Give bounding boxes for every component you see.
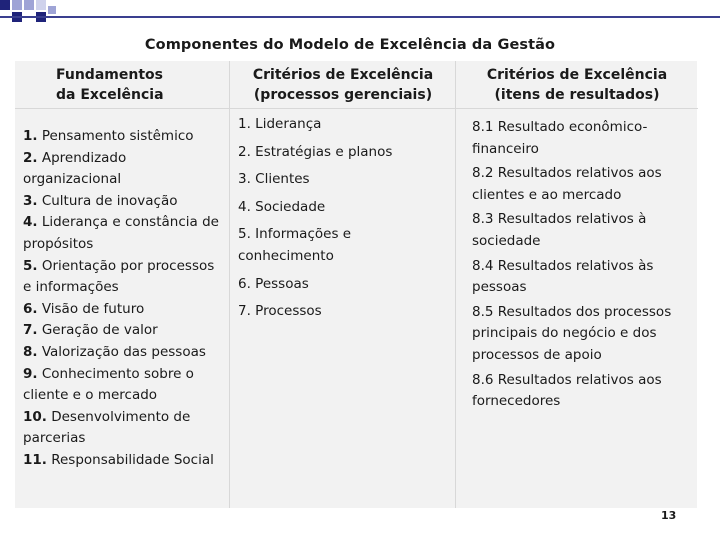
item-number: 11.	[23, 451, 47, 468]
resultado-item: 8.5 Resultados dos processos principais do negócio e dos processos de apoio	[472, 303, 672, 363]
item-number: 6.	[23, 300, 38, 317]
fundamento-item	[23, 256, 225, 299]
item-text: Desenvolvimento de parcerias	[23, 408, 191, 447]
fundamento-item	[23, 407, 225, 450]
column-header	[230, 61, 456, 109]
item-text: Geração de valor	[41, 322, 158, 339]
criterio-item: 2. Estratégias e planos	[238, 143, 393, 160]
item-text: Liderança e constância de propósitos	[23, 214, 219, 252]
column-header-line: Fundamentos	[56, 67, 163, 83]
criterio-item: 5. Informações e conhecimento	[238, 226, 352, 264]
deco-square	[0, 0, 10, 10]
deco-square	[48, 6, 56, 14]
resultado-item: 8.2 Resultados relativos aos clientes e ao mercado	[472, 165, 662, 203]
resultado-item: 8.3 Resultados relativos à sociedade	[472, 211, 647, 249]
fundamento-item	[23, 342, 225, 364]
column-body	[456, 110, 698, 508]
components-table	[15, 61, 697, 508]
item-number: 8.	[23, 343, 38, 360]
item-number: 5.	[23, 257, 38, 274]
header-rule	[0, 16, 720, 18]
fundamento-item	[23, 212, 225, 255]
slide-title: Componentes do Modelo de Excelência da Gestão	[144, 37, 556, 53]
deco-square	[24, 0, 34, 10]
fundamento-item	[23, 364, 225, 407]
resultado-item: 8.4 Resultados relativos às pessoas	[472, 257, 654, 296]
item-text: Responsabilidade Social	[51, 451, 214, 468]
item-text: Orientação por processos e informações	[23, 257, 215, 296]
column-header-line: Critérios de Excelência	[486, 67, 668, 83]
column-fundamentos	[15, 61, 229, 508]
fundamento-item	[23, 191, 225, 213]
item-number: 7.	[23, 322, 38, 339]
fundamento-item	[23, 299, 225, 321]
criterio-item: 4. Sociedade	[238, 198, 326, 215]
fundamento-item	[23, 148, 225, 191]
column-header-line: Critérios de Excelência	[252, 67, 434, 83]
criterio-item: 7. Processos	[238, 303, 322, 320]
criterio-item: 3. Clientes	[238, 171, 310, 188]
deco-square	[12, 0, 22, 10]
fundamento-item	[23, 320, 225, 342]
column-header-line: (processos gerenciais)	[253, 87, 433, 103]
item-text: Pensamento sistêmico	[41, 128, 194, 144]
column-body	[230, 110, 456, 508]
column-header-line: (itens de resultados)	[494, 87, 660, 103]
column-header	[15, 61, 229, 109]
item-number: 1.	[23, 128, 38, 144]
item-number: 3.	[23, 192, 38, 209]
item-number: 2.	[23, 149, 38, 166]
column-processos	[229, 61, 456, 508]
fundamento-item	[23, 126, 225, 148]
page-number: 13	[661, 509, 677, 522]
item-number: 4.	[23, 214, 38, 231]
resultado-item: 8.6 Resultados relativos aos fornecedores	[472, 371, 662, 410]
criterio-item: 6. Pessoas	[238, 275, 309, 292]
slide-decoration	[0, 0, 160, 30]
item-text: Aprendizado organizacional	[23, 149, 127, 188]
item-text: Visão de futuro	[41, 300, 145, 317]
criterio-item: 1. Liderança	[238, 116, 322, 132]
column-header-line: da Excelência	[56, 87, 164, 103]
item-number: 9.	[23, 365, 38, 382]
item-text: Valorização das pessoas	[41, 343, 206, 360]
item-number: 10.	[23, 408, 47, 425]
column-header	[456, 61, 698, 109]
item-text: Cultura de inovação	[41, 192, 178, 209]
column-resultados	[455, 61, 698, 508]
item-text: Conhecimento sobre o cliente e o mercado	[23, 365, 194, 404]
column-body	[15, 110, 229, 508]
resultado-item: 8.1 Resultado econômico-financeiro	[472, 119, 648, 157]
deco-square	[36, 0, 46, 10]
fundamento-item	[23, 450, 225, 472]
